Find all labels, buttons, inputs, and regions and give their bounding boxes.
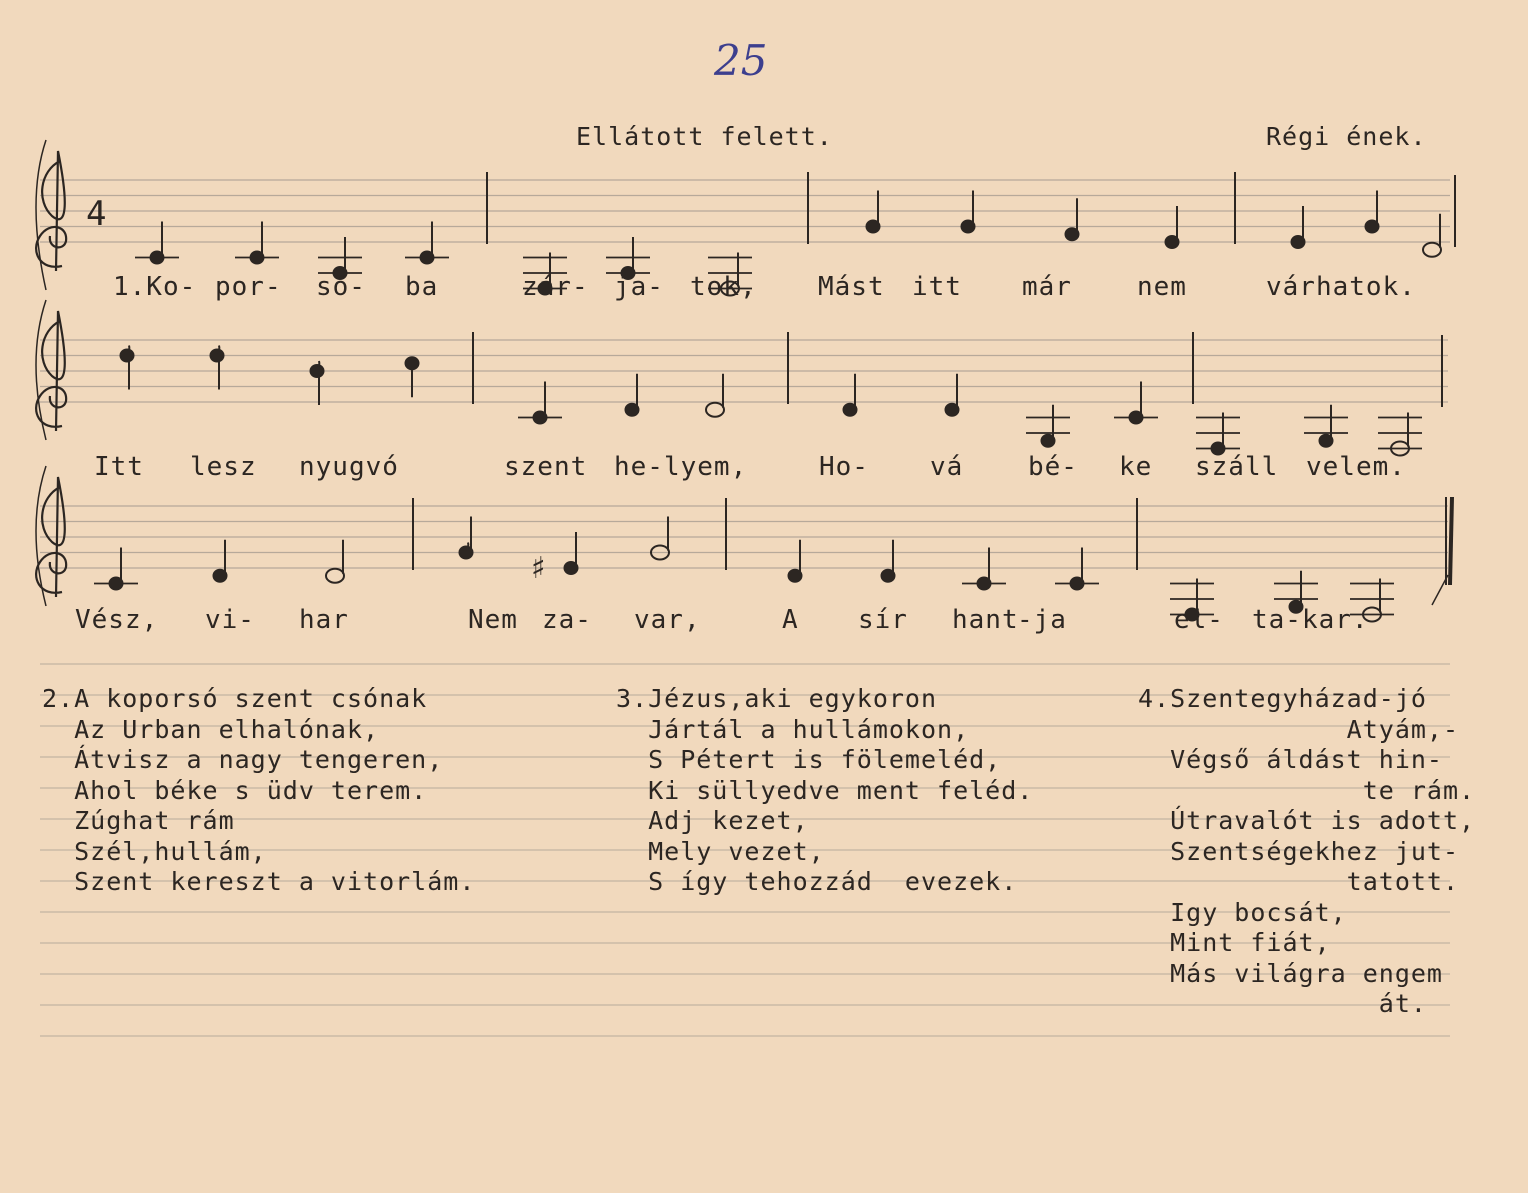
lyric-syllable: he-lyem,: [614, 452, 748, 482]
lyric-syllable: Ho-: [819, 452, 869, 482]
lyric-syllable: Nem: [468, 605, 518, 635]
lyric-syllable: var,: [634, 605, 701, 635]
lyric-syllable: ta-kar.: [1252, 605, 1369, 635]
lyric-syllable: már: [1022, 272, 1072, 302]
lyric-syllable: 1.Ko-: [113, 272, 197, 302]
lyric-syllable: A: [782, 605, 799, 635]
page-number: 25: [714, 36, 768, 85]
lyric-syllable: itt: [912, 272, 962, 302]
verse-line: Átvisz a nagy tengeren,: [42, 745, 444, 774]
song-title: Ellátott felett.: [576, 122, 833, 151]
verse-4: [1138, 684, 1475, 1020]
lyric-syllable: szent: [504, 452, 588, 482]
verse-line: tatott.: [1138, 867, 1460, 896]
verse-line: S Pétert is fölemeléd,: [616, 745, 1002, 774]
verse-line: 2.A koporsó szent csónak: [42, 684, 428, 713]
verse-line: Szentségekhez jut-: [1138, 836, 1460, 866]
verse-line: Zúghat rám: [42, 806, 235, 835]
lyric-syllable: száll: [1195, 452, 1279, 482]
lyric-syllable: el-: [1174, 605, 1224, 635]
verse-line: át.: [1138, 989, 1427, 1018]
verse-line: Szél,hullám,: [42, 836, 267, 866]
verse-line: Mint fiát,: [1138, 928, 1331, 957]
lyric-syllable: ba: [405, 272, 439, 302]
time-signature: 4: [86, 194, 107, 234]
verse-line: Igy bocsát,: [1138, 897, 1347, 927]
lyric-syllable: só-: [316, 272, 366, 302]
lyric-syllable: sír: [858, 605, 908, 635]
lyric-syllable: Mást: [818, 272, 885, 302]
lyric-syllable: tok,: [690, 272, 757, 302]
lyric-syllable: nem: [1137, 272, 1187, 302]
lyric-syllable: Itt: [94, 452, 144, 482]
verse-line: Ki süllyedve ment feléd.: [616, 775, 1034, 805]
lyric-syllable: lesz: [190, 452, 257, 482]
verse-line: Más világra engem: [1138, 958, 1443, 988]
lyric-syllable: har: [299, 605, 349, 635]
verse-line: Adj kezet,: [616, 806, 809, 835]
lyric-syllable: ja-: [614, 272, 664, 302]
verse-2: [42, 684, 475, 898]
verse-line: Útravalót is adott,: [1138, 806, 1476, 835]
lyric-syllable: bé-: [1028, 452, 1078, 482]
lyric-syllable: várhatok.: [1266, 272, 1416, 302]
verse-line: te rám.: [1138, 775, 1476, 805]
verse-line: Végső áldást hin-: [1138, 745, 1443, 774]
lyric-syllable: nyugvó: [299, 452, 399, 482]
verse-line: Az Urban elhalónak,: [42, 714, 380, 744]
verse-line: Jártál a hullámokon,: [616, 714, 970, 744]
lyric-syllable: Vész,: [75, 605, 159, 635]
lyric-syllable: vá: [930, 452, 964, 482]
lyric-syllable: -ja: [1017, 605, 1067, 635]
verse-line: S így tehozzád evezek.: [616, 867, 1018, 896]
lyric-syllable: por-: [215, 272, 282, 302]
verse-line: 4.Szentegyházad-jó: [1138, 684, 1427, 713]
lyric-syllable: ke: [1119, 452, 1153, 482]
verse-line: Szent kereszt a vitorlám.: [42, 867, 476, 896]
song-subtitle: Régi ének.: [1266, 122, 1427, 151]
lyric-syllable: zár-: [522, 272, 589, 302]
verse-line: Ahol béke s üdv terem.: [42, 775, 428, 805]
lyric-syllable: hant: [952, 605, 1019, 635]
verse-line: Mely vezet,: [616, 836, 825, 866]
verse-line: 3.Jézus,aki egykoron: [616, 684, 938, 713]
lyric-syllable: velem.: [1306, 452, 1406, 482]
sharp-icon: ♯: [531, 551, 546, 586]
lyric-syllable: vi-: [205, 605, 255, 635]
lyric-syllable: za-: [542, 605, 592, 635]
verse-3: [616, 684, 1033, 898]
verse-line: Atyám,-: [1138, 714, 1460, 744]
